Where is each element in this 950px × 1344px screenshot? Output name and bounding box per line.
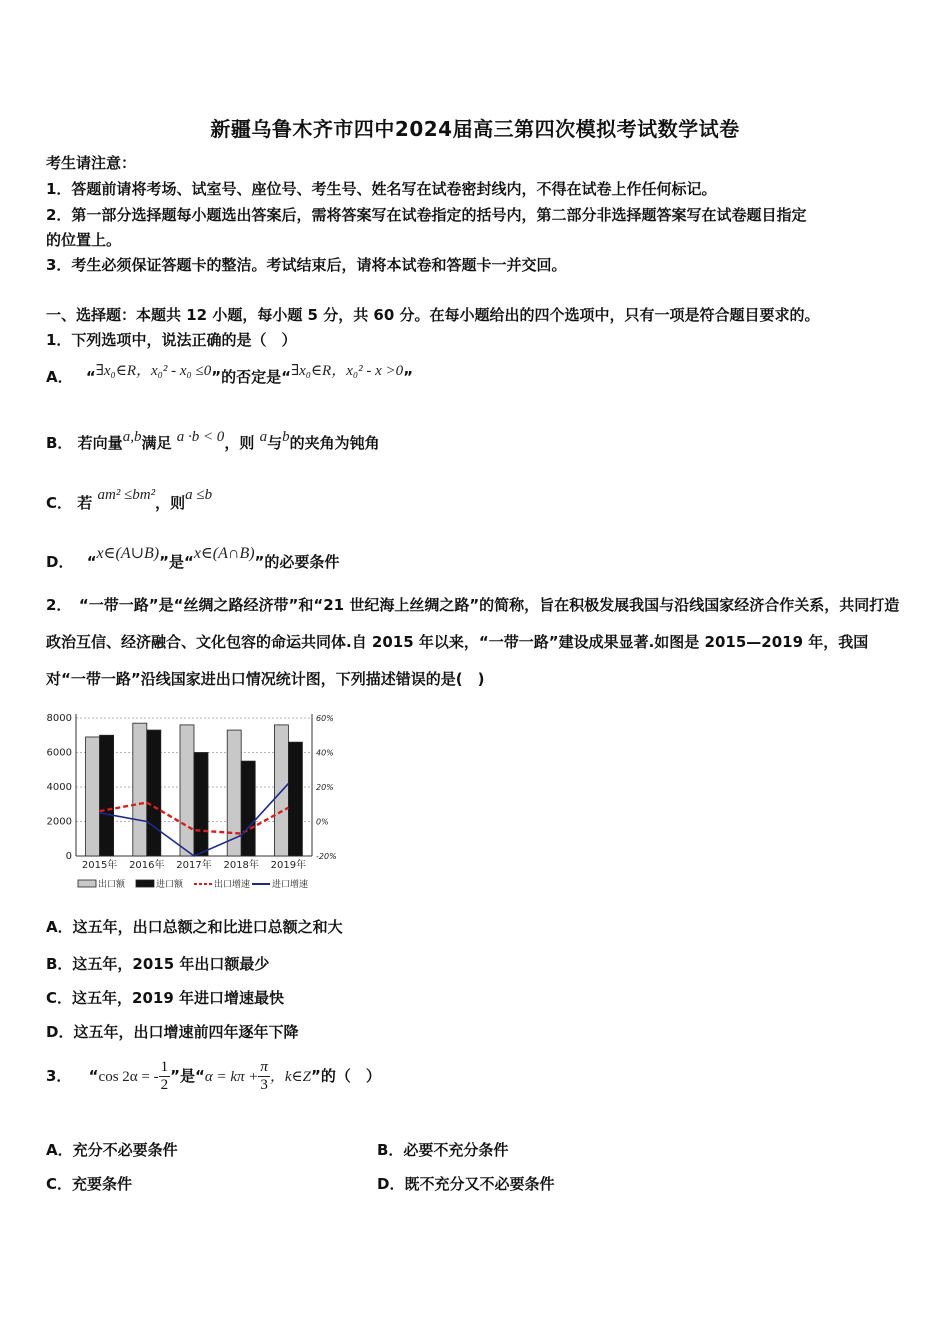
y-tick-label-right: 20%: [316, 783, 334, 792]
y-tick-label-left: 4000: [46, 782, 72, 793]
bar-export: [180, 725, 194, 856]
notice-item-1: 1．答题前请将考场、试室号、座位号、考生号、姓名写在试卷密封线内，不得在试卷上作任何标记。: [46, 180, 717, 198]
y-tick-label-right: 60%: [316, 714, 334, 723]
q1-stem: 1．下列选项中，说法正确的是（ ）: [46, 331, 297, 349]
math-expression: cos 2α = -: [98, 1069, 159, 1085]
legend-label: 出口额: [98, 880, 126, 890]
math-expression: b: [282, 429, 290, 445]
section-heading: 一、选择题：本题共 12 小题，每小题 5 分，共 60 分。在每小题给出的四个选项中，只有一项是符合题目要求的。: [46, 306, 820, 324]
quote-mark: “: [88, 1067, 99, 1085]
page-title: 新疆乌鲁木齐市四中2024届高三第四次模拟考试数学试卷: [210, 117, 740, 141]
q2-option-d: D．这五年，出口增速前四年逐年下降: [46, 1023, 299, 1041]
y-tick-label-left: 6000: [46, 747, 72, 759]
q3-option-b: B．必要不充分条件: [377, 1141, 509, 1159]
notice-item-3: 3．考生必须保证答题卡的整洁。考试结束后，请将本试卷和答题卡一并交回。: [46, 256, 567, 274]
math-expression: ∃x₀∈R，x₀² - x >0: [290, 363, 404, 379]
chart-legend: [78, 878, 308, 890]
option-text: 若: [77, 494, 93, 512]
fraction-denominator: 2: [160, 1077, 169, 1093]
quote-mark: “: [194, 1067, 205, 1085]
option-text: 是: [168, 553, 184, 571]
bar-export: [86, 737, 100, 856]
q3-option-d: D．既不充分又不必要条件: [377, 1175, 555, 1193]
y-tick-label-left: 0: [65, 851, 72, 862]
quote-mark: “: [183, 553, 194, 571]
bar-import: [100, 735, 114, 856]
fraction-numerator: π: [260, 1059, 268, 1075]
x-tick-label: 2018年: [223, 860, 259, 871]
option-text: 若向量: [77, 434, 123, 452]
notice-heading: 考生请注意：: [46, 154, 137, 172]
q2-stem: 2． “一带一路”是“丝绸之路经济带”和“21 世纪海上丝绸之路”的简称，旨在积极发展我国与沿线国家经济合作关系，共同打造政治互信、经济融合、文化包容的命运共同体.自 2015 年以来，“一带一路”建设成果显著.如图是 2015—2019 年，我国对“一带一路”沿线国家进出口情况统计图，下列描述错误的是( ): [46, 596, 900, 688]
notice-item-2-cont: 的位置上。: [46, 231, 122, 249]
quote-mark: ”: [403, 368, 413, 386]
math-expression: x∈(A∩B): [193, 545, 255, 562]
y-tick-label-right: -20%: [316, 852, 337, 861]
q1-option-b: [46, 429, 380, 453]
quote-mark: ”: [159, 553, 169, 571]
option-text: 的必要条件: [264, 553, 340, 571]
bar-import: [194, 753, 208, 857]
quote-mark: “: [85, 368, 96, 386]
option-label: A．: [46, 368, 73, 386]
y-tick-label-right: 40%: [316, 748, 334, 758]
fraction-numerator: 1: [160, 1059, 169, 1075]
x-tick-label: 2015年: [81, 860, 118, 871]
math-expression: a ·b < 0: [176, 429, 225, 445]
math-expression: x∈(A∪B): [96, 545, 160, 562]
fraction: [258, 1059, 270, 1094]
q2-option-c: C．这五年，2019 年进口增速最快: [46, 989, 284, 1007]
y-tick-label-right: 0%: [316, 817, 329, 827]
y-tick-label-left: 2000: [46, 816, 72, 828]
x-tick-label: 2017年: [176, 860, 212, 871]
math-expression: a,b: [122, 429, 142, 445]
q2-option-b: B．这五年，2015 年出口额最少: [46, 955, 270, 973]
question-number: 3．: [46, 1067, 72, 1085]
option-text: 的否定是: [221, 368, 282, 386]
quote-mark: ”: [211, 368, 222, 386]
math-expression: α = kπ +: [204, 1069, 259, 1085]
bar-import: [241, 761, 255, 856]
quote-mark: ”: [311, 1067, 321, 1085]
bar-export: [227, 730, 241, 856]
fraction: [159, 1059, 171, 1094]
math-expression: a ≤b: [185, 487, 213, 503]
q1-option-c: [46, 487, 213, 513]
option-label: D．: [46, 553, 74, 571]
legend-label: 进口额: [156, 880, 184, 890]
legend-label: 出口增速: [214, 880, 251, 890]
quote-mark: ”: [170, 1067, 180, 1085]
y-tick-label-left: 8000: [46, 713, 72, 724]
math-expression: am² ≤bm²: [97, 487, 156, 503]
bar-import: [288, 742, 302, 856]
legend-swatch: [136, 880, 154, 887]
q2-option-a: A．这五年，出口总额之和比进口总额之和大: [46, 918, 343, 936]
option-text: 的（ ）: [320, 1067, 381, 1085]
option-label: C．: [46, 494, 73, 512]
quote-mark: “: [281, 368, 291, 386]
option-text: 的夹角为钝角: [289, 434, 380, 452]
option-label: B．: [46, 434, 73, 452]
trade-chart: [40, 706, 350, 896]
math-expression: ，k∈Z: [269, 1069, 311, 1085]
q3-option-a: A．充分不必要条件: [46, 1141, 178, 1159]
q1-option-d: [46, 545, 340, 572]
legend-label: 进口增速: [272, 880, 309, 890]
option-text: 满足: [141, 434, 172, 452]
q3-stem: [46, 1056, 381, 1097]
math-expression: ∃x₀∈R，x₀² - x₀ ≤0: [95, 363, 212, 379]
math-expression: a: [259, 429, 268, 445]
option-text: ，则: [155, 494, 186, 512]
x-tick-label: 2016年: [129, 860, 165, 871]
bar-import: [147, 730, 161, 856]
x-tick-label: 2019年: [270, 860, 307, 871]
fraction-denominator: 3: [260, 1077, 268, 1093]
q1-option-a: [46, 363, 413, 387]
legend-swatch: [78, 880, 96, 887]
option-text: 是: [179, 1067, 195, 1085]
chart-bars: [86, 723, 303, 856]
notice-item-2: 2．第一部分选择题每小题选出答案后，需将答案写在试卷指定的括号内，第二部分非选择题答案写在试卷题目指定: [46, 206, 807, 224]
q3-option-c: C．充要条件: [46, 1175, 133, 1193]
quote-mark: “: [86, 553, 97, 571]
option-text: ，则: [224, 434, 255, 452]
quote-mark: ”: [254, 553, 265, 571]
bar-export: [133, 723, 147, 856]
option-text: 与: [267, 434, 283, 452]
